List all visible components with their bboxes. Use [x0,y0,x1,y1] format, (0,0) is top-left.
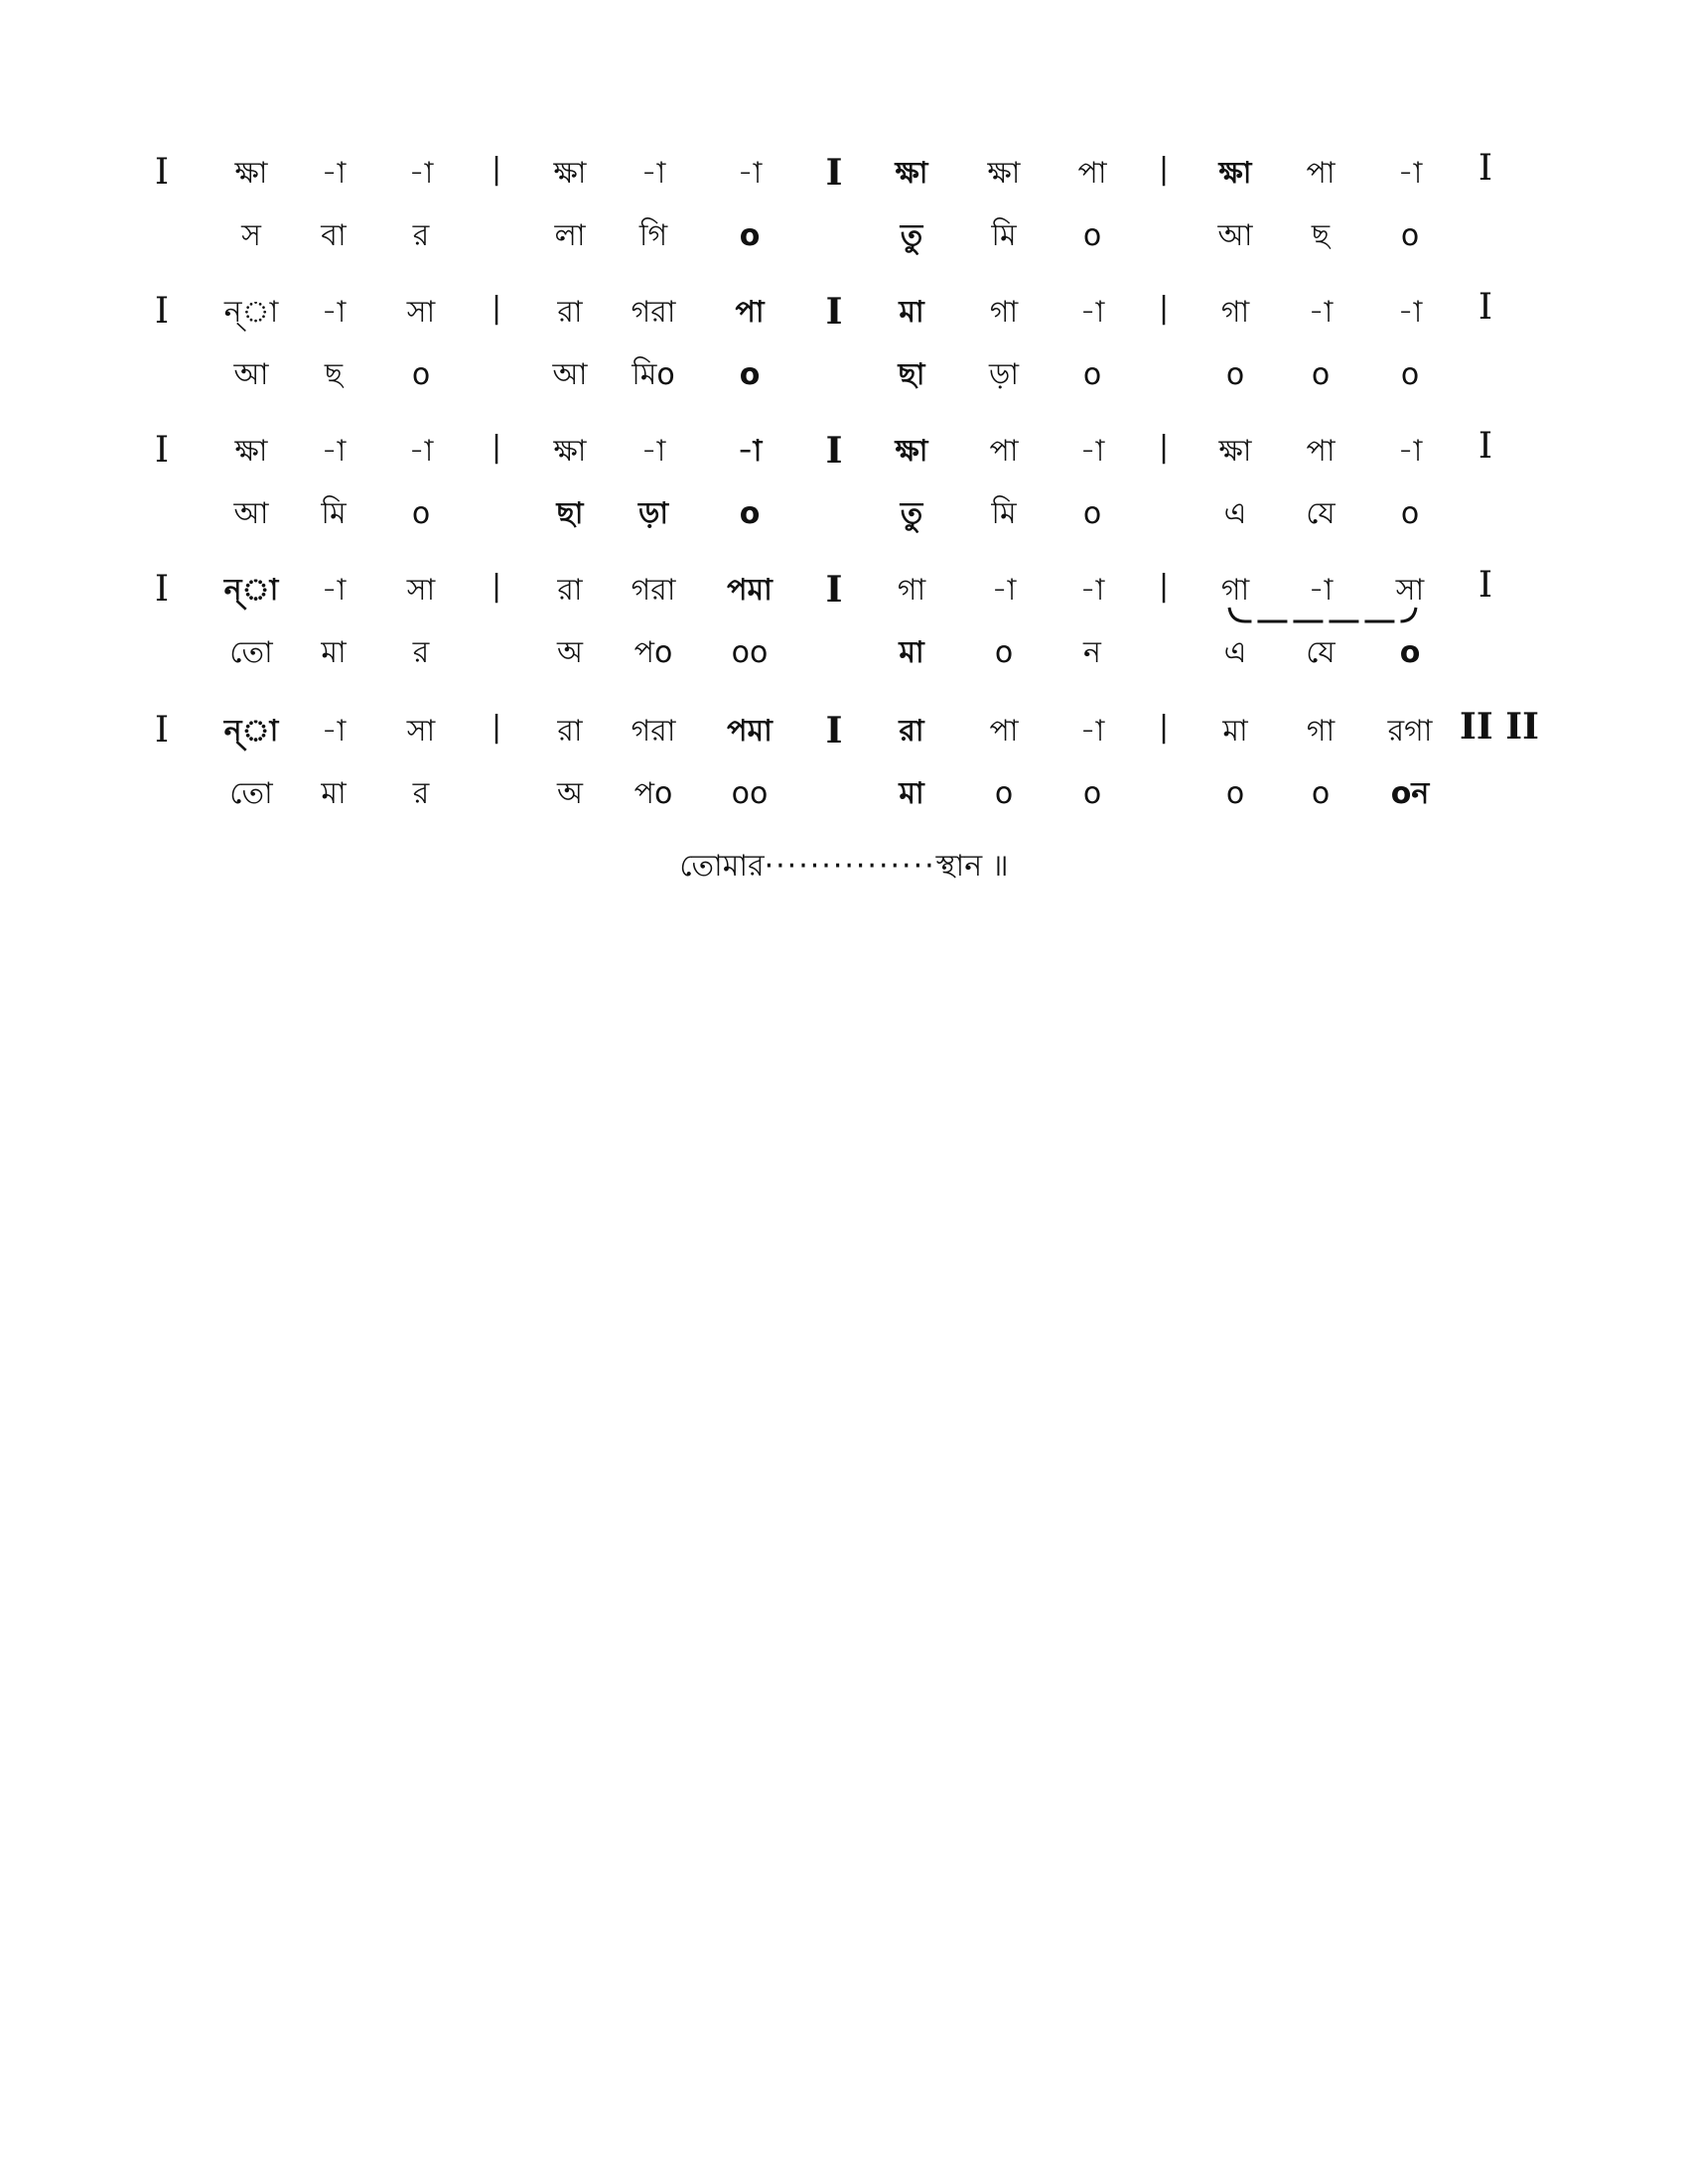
row-3-end-bar: I [1477,426,1493,467]
row-1-lyric-9: o [1082,218,1102,253]
row-4-note-4: রা [557,573,583,608]
row-5-note-12: রগা [1387,714,1433,749]
row-3-lyric-9: o [1082,496,1102,531]
row-4-lyric-11: যে [1306,635,1336,670]
row-3-note-12: -া [1397,434,1423,469]
row-1-lyric-5: গি [638,218,668,253]
row-2-lyric-2: ছ [324,357,344,392]
row-3-note-11: পা [1306,434,1336,469]
row-1-note-10: ক্ষা [1218,156,1252,191]
row-5-lyric-1: তো [229,776,273,811]
row-4-lyric-8: o [994,635,1014,670]
row-3-lyric-1: আ [233,496,269,531]
row-5-note-2: -া [321,714,347,749]
row-4-lyric-9: ন [1083,635,1101,670]
row-4-lyric-2: মা [321,635,347,670]
row-5-lyric-10: o [1225,776,1245,811]
row-4-lyric-12: o [1399,635,1421,670]
row-5-bar-4: | [1158,710,1170,745]
row-2-bar-1: I [154,291,170,332]
row-5-note-8: পা [989,714,1019,749]
row-2-lyric-4: আ [552,357,588,392]
row-5-lyric-9: o [1082,776,1102,811]
row-5-lyric-5: পo [633,776,673,811]
row-1-bar-1: I [154,152,170,193]
row-1-end-bar: I [1477,148,1493,189]
row-3-lyric-11: যে [1306,496,1336,531]
row-2-note-11: -া [1308,295,1334,330]
row-5-note-6: পমা [727,714,773,749]
row-1-note-3: -া [408,156,434,191]
row-1-note-6: -া [737,156,763,191]
row-1-note-5: -া [640,156,666,191]
row-1-note-8: ক্ষা [987,156,1021,191]
refrain-footer [0,842,1688,892]
row-4-bar-4: | [1158,569,1170,604]
row-1-lyric-12: o [1400,218,1420,253]
row-5-note-3: সা [406,714,436,749]
row-5-lyric-12: oন [1390,776,1430,811]
row-2-note-6: পা [735,295,765,330]
row-2-bar-4: | [1158,291,1170,326]
row-1-lyric-3: র [412,218,430,253]
slur-mark [1225,604,1424,633]
row-4-lyric-4: অ [557,635,583,670]
row-2-lyric-9: o [1082,357,1102,392]
row-5-lyric-3: র [412,776,430,811]
row-1-lyric-4: লা [554,218,586,253]
footer-end-text: স্থান ॥ [935,849,1009,884]
row-4-note-5: গরা [631,573,676,608]
row-3-note-3: -া [408,434,434,469]
row-5-note-7: রা [899,714,924,749]
row-5-note-4: রা [557,714,583,749]
row-4-note-8: -া [991,573,1017,608]
row-3-lyric-7: তু [900,496,923,531]
row-2-lyric-10: o [1225,357,1245,392]
row-2-lyric-6: o [739,357,761,392]
row-1-lyric-2: বা [321,218,347,253]
row-1-note-1: ক্ষা [234,156,268,191]
row-2-lyric-3: o [411,357,431,392]
row-1-lyric-6: o [739,218,761,253]
row-2-note-9: -া [1079,295,1105,330]
row-4-note-1: ন্‌া [223,573,279,608]
row-5-note-11: গা [1306,714,1336,749]
row-4-lyric-6: oo [731,635,769,670]
row-3-lyric-4: ছা [556,496,584,531]
row-3-lyric-2: মি [321,496,347,531]
row-3-lyric-6: o [739,496,761,531]
row-5-lyric-8: o [994,776,1014,811]
row-1-bar-3: I [825,152,843,194]
row-4-bar-3: I [825,569,843,611]
row-2-note-12: -া [1397,295,1423,330]
row-2-note-4: রা [557,295,583,330]
row-1-lyric-11: ছ [1311,218,1331,253]
row-5-lyric-4: অ [557,776,583,811]
row-4-end-bar: I [1477,565,1493,606]
row-4-note-9: -া [1079,573,1105,608]
row-3-lyric-3: o [411,496,431,531]
row-3-note-8: পা [989,434,1019,469]
row-3-lyric-12: o [1400,496,1420,531]
row-1-bar-4: | [1158,152,1170,187]
row-1-lyric-7: তু [900,218,923,253]
row-3-lyric-10: এ [1223,496,1247,531]
row-2-note-8: গা [989,295,1019,330]
row-4-note-2: -া [321,573,347,608]
row-5-bar-1: I [154,710,170,751]
row-2-note-3: সা [406,295,436,330]
row-4-note-12: সা [1395,573,1425,608]
row-1-note-7: ক্ষা [895,156,928,191]
row-4-note-11: -া [1308,573,1334,608]
row-1-note-11: পা [1306,156,1336,191]
row-1-lyric-10: আ [1217,218,1253,253]
row-4-lyric-1: তো [229,635,273,670]
row-4-note-3: সা [406,573,436,608]
row-5-bar-3: I [825,710,843,751]
row-3-note-10: ক্ষা [1218,434,1252,469]
row-2-lyric-7: ছা [898,357,925,392]
row-2-bar-2: | [491,291,502,326]
row-4-bar-1: I [154,569,170,610]
footer-dots: ··············· [764,849,936,884]
row-2-note-10: গা [1220,295,1250,330]
row-3-lyric-5: ড়া [637,496,669,531]
row-1-lyric-8: মি [991,218,1017,253]
row-2-lyric-1: আ [233,357,269,392]
row-3-lyric-8: মি [991,496,1017,531]
row-1-note-2: -া [321,156,347,191]
row-3-bar-3: I [825,430,843,472]
row-2-lyric-11: o [1311,357,1331,392]
row-4-lyric-7: মা [899,635,924,670]
row-3-note-9: -া [1079,434,1105,469]
row-2-note-2: -া [321,295,347,330]
row-4-lyric-5: পo [633,635,673,670]
row-2-end-bar: I [1477,287,1493,328]
row-5-bar-2: | [491,710,502,745]
row-2-bar-3: I [825,291,843,333]
row-2-lyric-8: ড়া [988,357,1020,392]
row-5-note-1: ন্‌া [223,714,279,749]
row-3-note-4: ক্ষা [553,434,587,469]
row-2-note-7: মা [899,295,924,330]
row-3-bar-2: | [491,430,502,465]
row-3-note-2: -া [321,434,347,469]
row-3-note-5: -া [640,434,666,469]
row-5-note-9: -া [1079,714,1105,749]
row-1-note-4: ক্ষা [553,156,587,191]
row-1-bar-2: | [491,152,502,187]
row-2-note-5: গরা [631,295,676,330]
row-5-lyric-7: মা [899,776,924,811]
row-4-note-6: পমা [727,573,773,608]
row-5-note-5: গরা [631,714,676,749]
row-2-lyric-12: o [1400,357,1420,392]
row-3-note-7: ক্ষা [895,434,928,469]
row-4-lyric-3: র [412,635,430,670]
row-3-bar-4: | [1158,430,1170,465]
row-5-lyric-6: oo [731,776,769,811]
footer-start-text: তোমার [679,849,765,884]
row-2-lyric-5: মিo [632,357,675,392]
row-1-note-12: -া [1397,156,1423,191]
row-5-lyric-11: o [1311,776,1331,811]
row-5-note-10: মা [1222,714,1248,749]
row-2-note-1: ন্‌া [223,295,279,330]
row-5-lyric-2: মা [321,776,347,811]
row-4-bar-2: | [491,569,502,604]
row-3-bar-1: I [154,430,170,471]
row-4-lyric-10: এ [1223,635,1247,670]
row-3-note-6: -া [737,434,763,469]
row-1-note-9: পা [1077,156,1107,191]
row-5-end-bar: II II [1460,706,1539,748]
row-1-lyric-1: স [241,218,261,253]
row-4-note-10: গা [1220,573,1250,608]
row-3-note-1: ক্ষা [234,434,268,469]
row-4-note-7: গা [897,573,926,608]
